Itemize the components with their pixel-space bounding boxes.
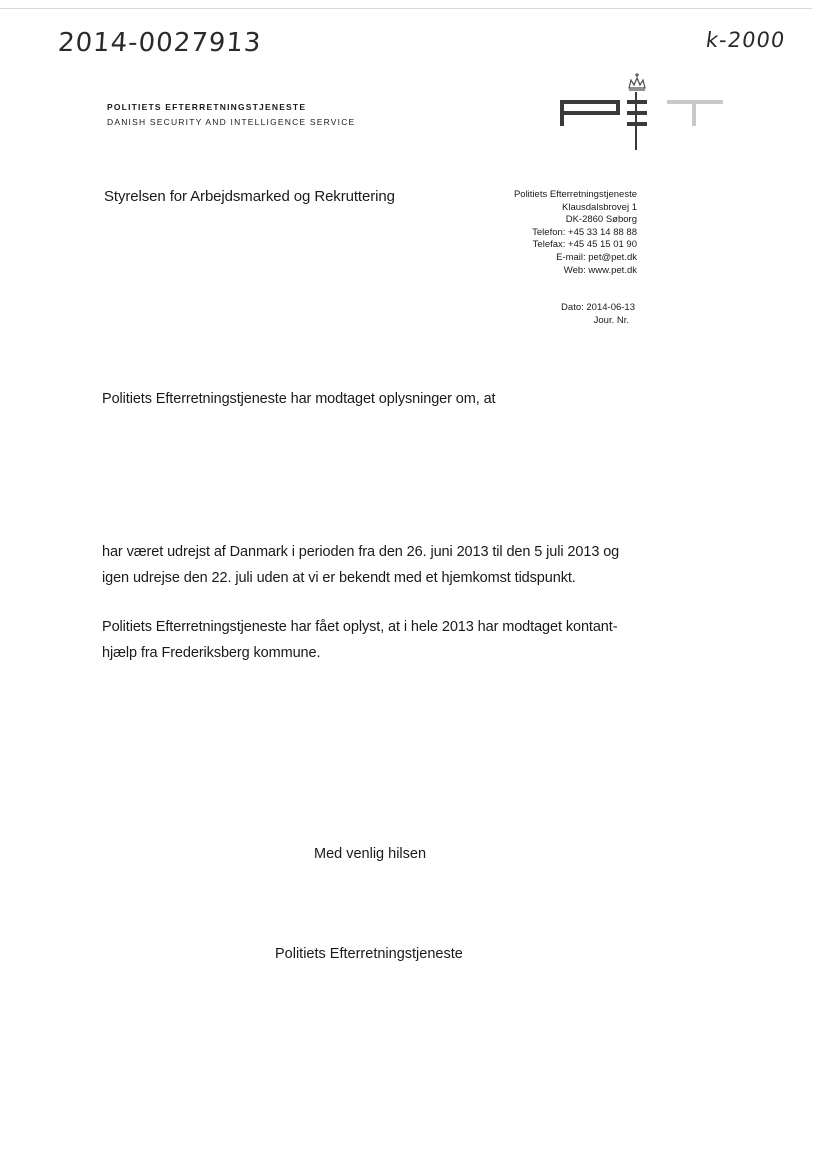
benefit-paragraph — [102, 614, 662, 666]
letter-e-shape — [627, 92, 647, 150]
sender-web: Web: www.pet.dk — [563, 264, 637, 276]
travel-line-1: har været udrejst af Danmark i perioden fra den 26. juni 2013 til den 5 juli 2013 og — [102, 544, 620, 560]
sender-address-block — [514, 189, 637, 277]
letter-date: Dato: 2014-06-13 — [561, 302, 635, 313]
benefit-line-2: hjælp fra Frederiksberg kommune. — [102, 645, 321, 661]
letter-p-shape — [560, 100, 620, 126]
date-block — [561, 301, 635, 327]
crown-icon — [629, 73, 645, 90]
sender-phone: Telefon: +45 33 14 88 88 — [532, 226, 637, 238]
handwritten-reference: k-2000 — [704, 28, 787, 52]
pet-logo — [555, 70, 727, 159]
journal-number-label: Jour. Nr. — [593, 315, 629, 326]
sender-city: DK-2860 Søborg — [565, 214, 637, 226]
page-top-edge — [0, 8, 812, 9]
org-name-english: DANISH SECURITY AND INTELLIGENCE SERVICE — [107, 117, 356, 127]
signature: Politiets Efterretningstjeneste — [275, 946, 463, 962]
closing-greeting: Med venlig hilsen — [314, 846, 427, 862]
travel-paragraph — [102, 539, 662, 591]
letter-t-shape — [667, 100, 723, 126]
pet-logo-graphic — [555, 70, 727, 154]
organization-header — [107, 100, 355, 130]
intro-paragraph: Politiets Efterretningstjeneste har modtaget oplysninger om, at — [102, 391, 496, 407]
recipient-name: Styrelsen for Arbejdsmarked og Rekruttering — [104, 188, 395, 205]
travel-line-2: igen udrejse den 22. juli uden at vi er bekendt med et hjemkomst tidspunkt. — [102, 570, 576, 586]
sender-fax: Telefax: +45 45 15 01 90 — [532, 239, 637, 251]
sender-street: Klausdalsbrovej 1 — [562, 201, 637, 213]
org-name-danish: POLITIETS EFTERRETNINGSTJENESTE — [107, 102, 307, 112]
sender-name: Politiets Efterretningstjeneste — [513, 189, 637, 200]
sender-email: E-mail: pet@pet.dk — [556, 251, 637, 263]
handwritten-journal-number: 2014-0027913 — [56, 28, 263, 58]
benefit-line-1: Politiets Efterretningstjeneste har fået oplyst, at i hele 2013 har modtaget kontant- — [102, 619, 618, 635]
